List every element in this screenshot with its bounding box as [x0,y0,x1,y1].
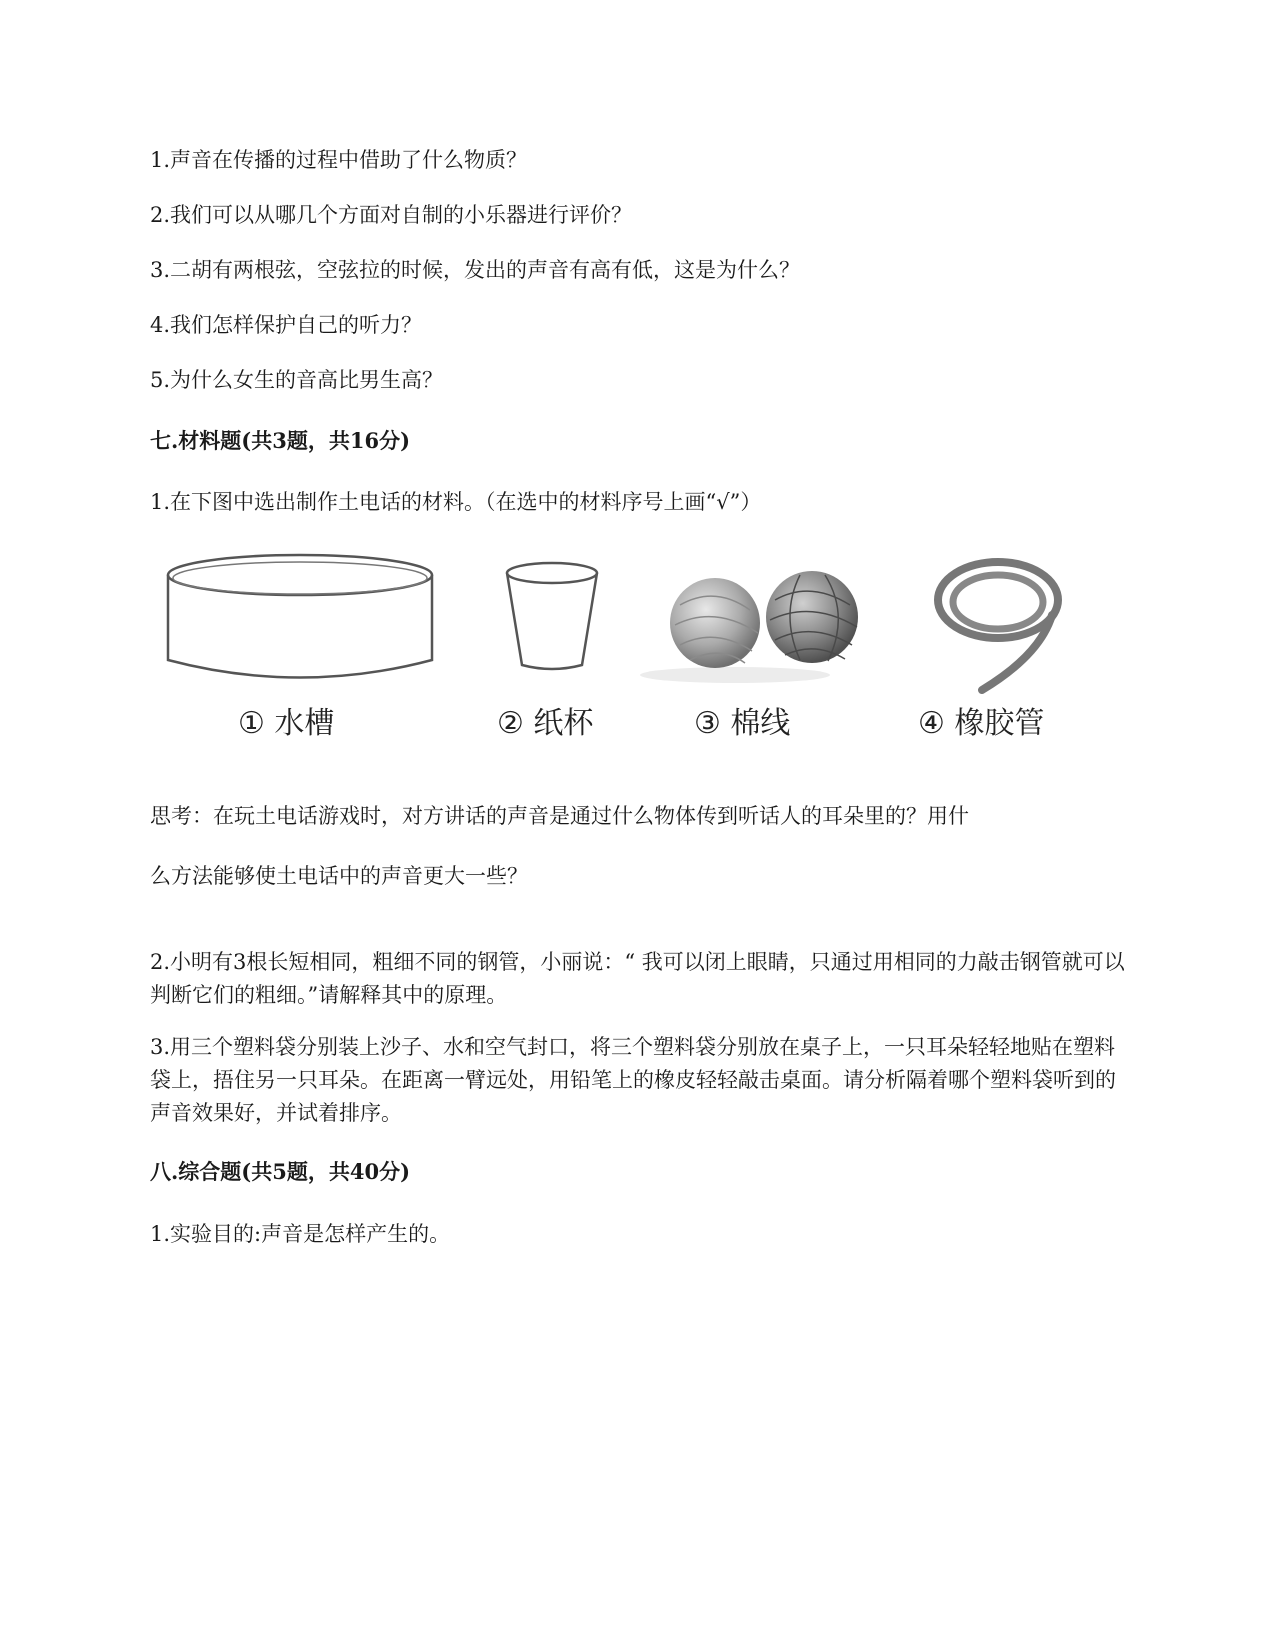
section-7-heading: 七.材料题(共3题，共16分) [150,428,411,453]
question-8-1: 1.实验目的:声音是怎样产生的。 [150,1222,451,1246]
label-paper-cup: ② 纸杯 [497,706,594,741]
question-6-5: 5.为什么女生的音高比男生高？ [150,368,444,392]
question-6-1: 1.声音在传播的过程中借助了什么物质？ [150,148,528,172]
cotton-thread-illustration [640,571,858,683]
paper-cup-illustration [507,563,597,669]
question-7-3: 3.用三个塑料袋分别装上沙子、水和空气封口，将三个塑料袋分别放在桌子上，一只耳朵轻轻地贴在塑料袋上，捂住另一只耳朵。在距离一臂远处，用铅笔上的橡皮轻轻敲击桌面。请分析隔着哪个塑料袋听到的声音效果好，并试着排序。 [150,1035,1116,1125]
question-6-4: 4.我们怎样保护自己的听力？ [150,313,423,337]
label-rubber-tube: ④ 橡胶管 [918,706,1045,741]
label-water-trough: ① 水槽 [238,706,335,741]
question-6-2: 2.我们可以从哪几个方面对自制的小乐器进行评价？ [150,203,633,227]
label-cotton-thread: ③ 棉线 [694,706,791,741]
question-7-1: 1.在下图中选出制作土电话的材料。（在选中的材料序号上画“√”） [150,490,762,514]
think-question-line-2: 么方法能够使土电话中的声音更大一些？ [150,864,528,888]
section-8-heading: 八.综合题(共5题，共40分) [150,1159,411,1184]
materials-figure [160,545,1120,695]
rubber-tube-illustration [938,562,1058,690]
water-trough-illustration [168,555,432,678]
question-7-2: 2.小明有3根长短相同，粗细不同的钢管，小丽说：“ 我可以闭上眼睛，只通过用相同的力敲击钢管就可以判断它们的粗细。”请解释其中的原理。 [150,950,1125,1007]
question-6-3: 3.二胡有两根弦，空弦拉的时候，发出的声音有高有低，这是为什么？ [150,258,801,282]
think-question-line-1: 思考：在玩土电话游戏时，对方讲话的声音是通过什么物体传到听话人的耳朵里的？用什 [150,804,969,828]
